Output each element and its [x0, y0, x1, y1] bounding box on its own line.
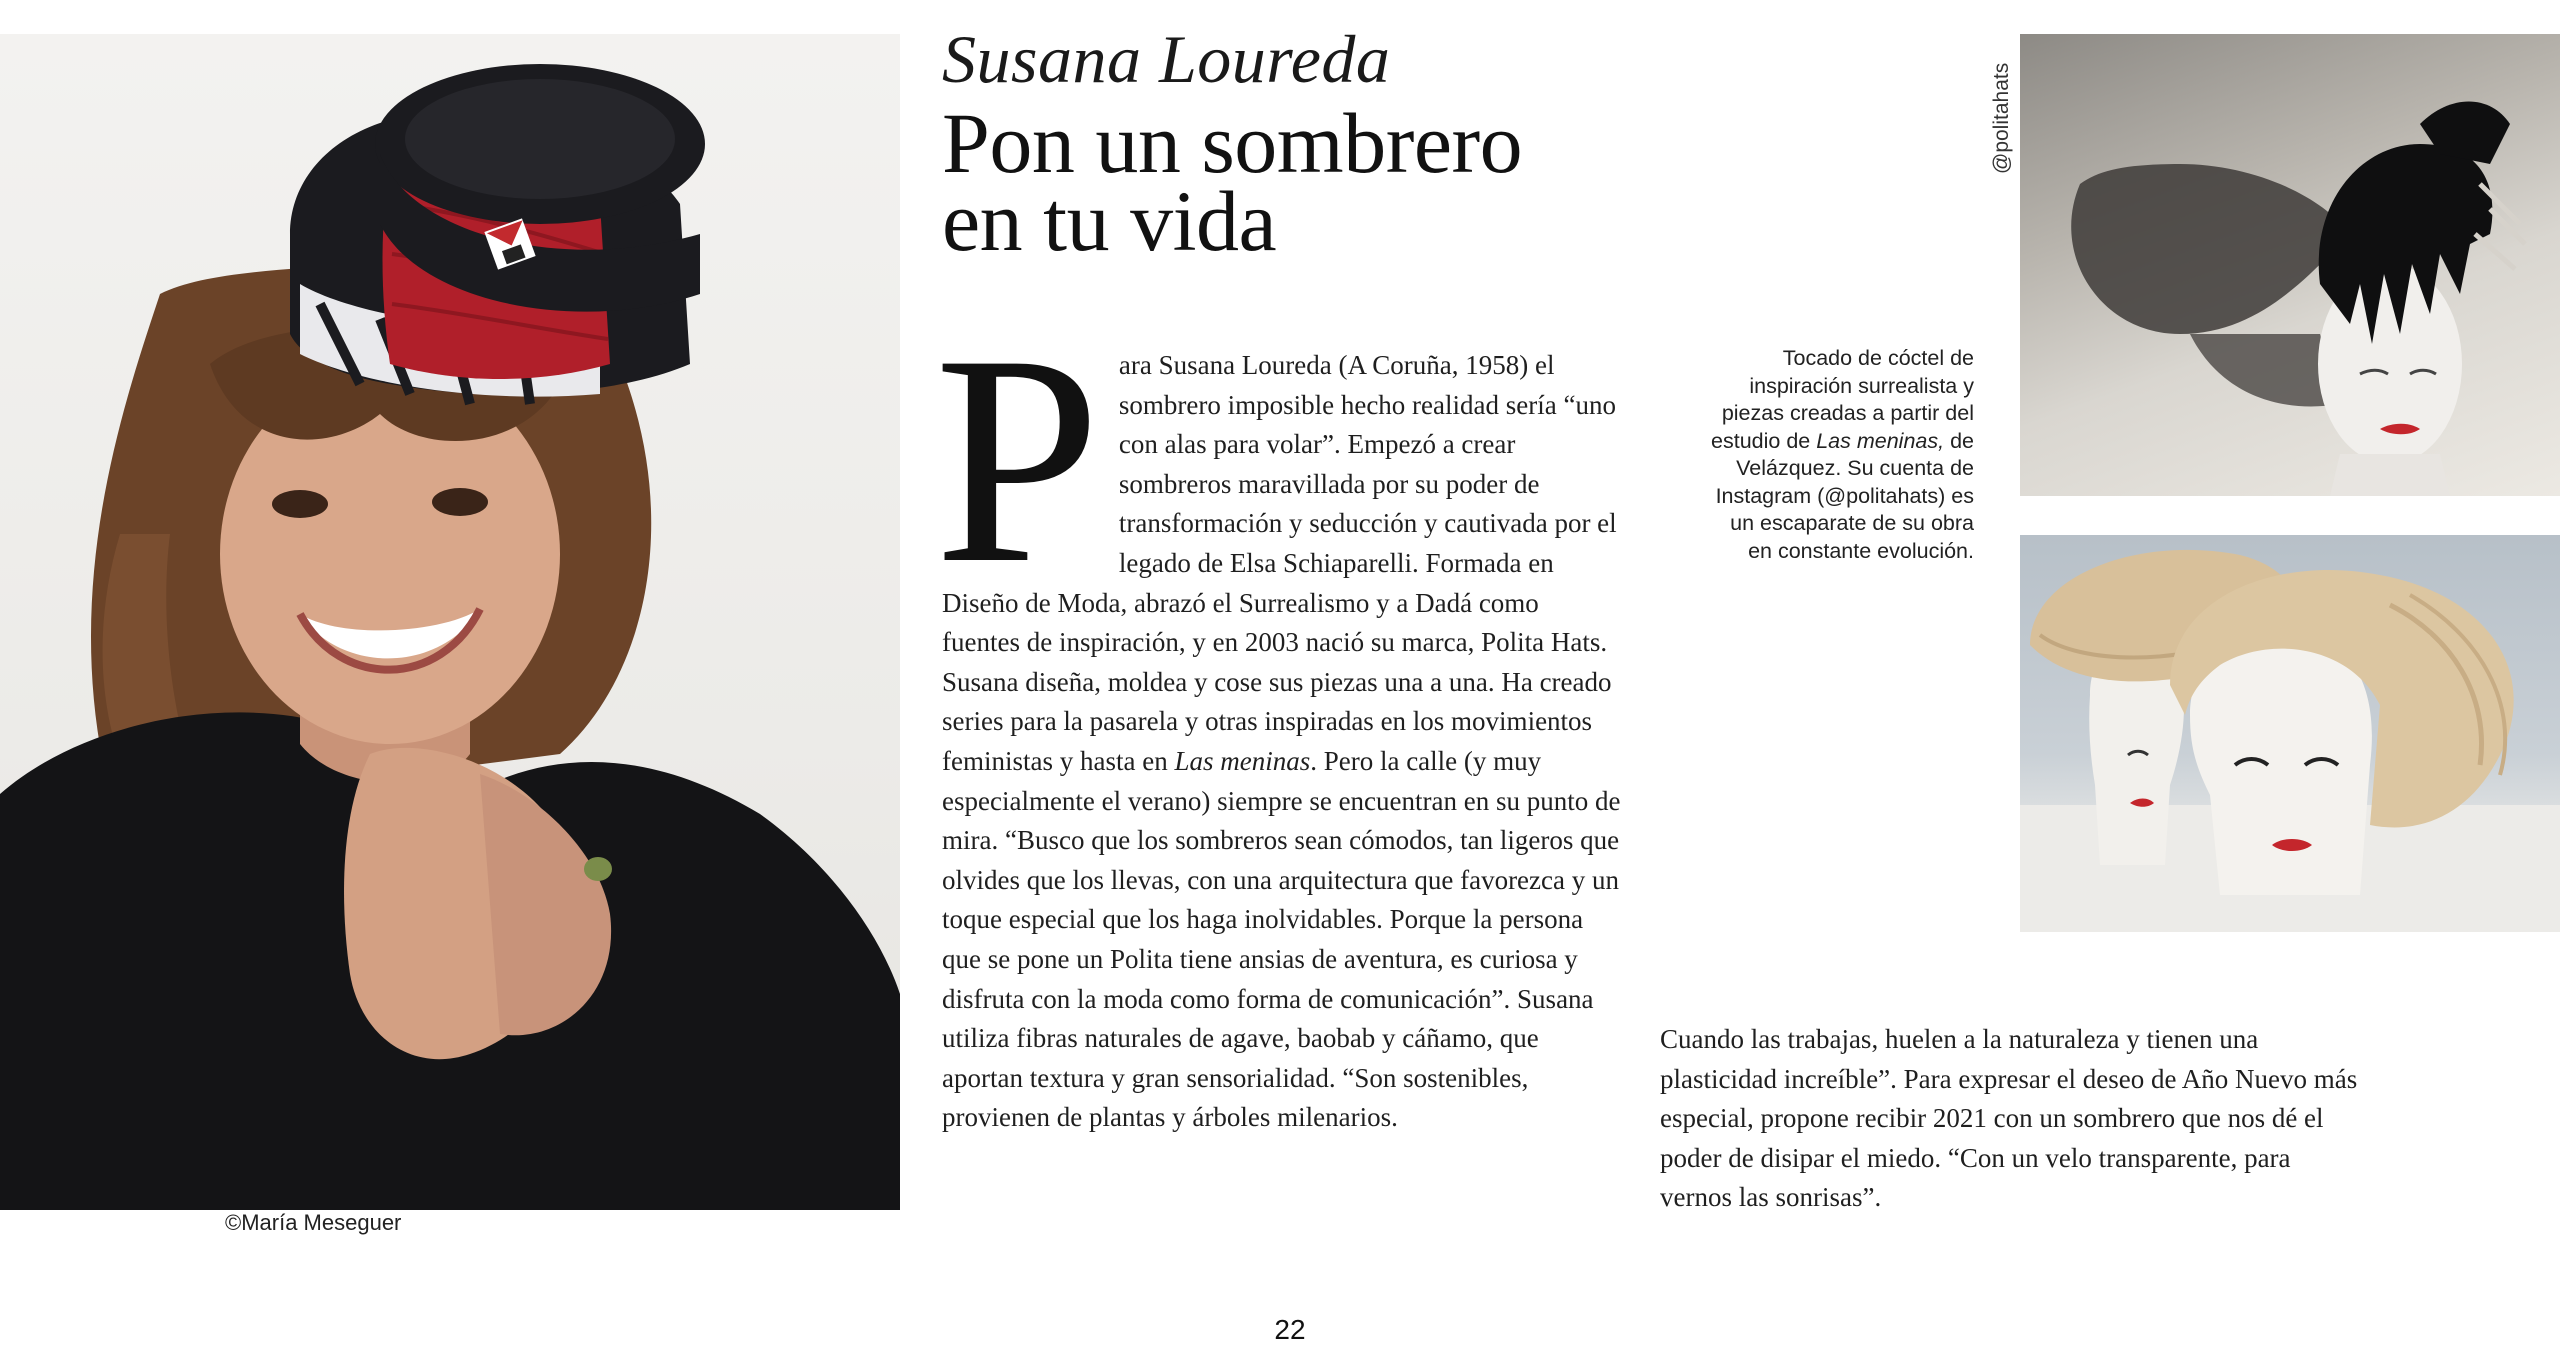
caption-part-2: de Velázquez. Su cuenta de Instagram (@politahats) es un escaparate de su obra en constante evolución.	[1715, 428, 1974, 563]
body-rest: . Pero la calle (y muy especialmente el verano) siempre se encuentran en su punto de mira. “Busco que los sombreros sean cómodos, tan ligeros que olvides que los llevas, con una arquitectura que favorezca y un toque especial que los haga inolvidables. Porque la persona que se pone un Polita tiene ansias de aventura, es curiosa y disfruta con la moda como forma de comunicación”. Susana utiliza fibras naturales de agave, baobab y cáñamo, que aportan textura y gran sensorialidad. “Son sostenibles, provienen de plantas y árboles milenarios.	[942, 745, 1621, 1133]
photo-credit: ©María Meseguer	[225, 1210, 402, 1235]
article-paragraph-2: Cuando las trabajas, huelen a la naturaleza y tienen una plasticidad increíble”. Para expresar el deseo de Año Nuevo más especial, propone recibir 2021 con un sombrero que nos dé el poder de disipar el miedo. “Con un velo transparente, para vernos las sonrisas”.	[1660, 1024, 2358, 1213]
headline	[942, 95, 1642, 269]
caption-italic: Las meninas,	[1816, 428, 1945, 453]
glove-headpiece-photo	[2020, 34, 2560, 496]
body-italic-title: Las meninas	[1174, 745, 1311, 776]
headline-line-1: Pon un sombrero	[942, 95, 1523, 191]
page-number: 22	[1274, 1314, 1306, 1345]
straw-hats-photo	[2020, 535, 2560, 932]
headline-line-2: en tu vida	[942, 173, 1277, 269]
instagram-credit: @politahats	[1990, 62, 2013, 174]
article-body	[934, 293, 1622, 1138]
author-name: Susana Loureda	[942, 21, 1391, 97]
drop-cap: P	[934, 293, 1101, 625]
caption-part-1: Tocado de cóctel de inspiración surrealista y piezas creadas a partir del estudio de	[1711, 346, 1974, 453]
body-lead: ara Susana Loureda (A Coruña, 1958) el sombrero imposible hecho realidad sería “uno con alas para volar”. Empezó a crear sombreros maravillada por su poder de transformación y seducción y cautivada por el legado de Elsa Schiaparelli. Formada en Diseño de Moda, abrazó el Surrealismo y a Dadá como fuentes de inspiración, y en 2003 nació su marca, Polita Hats. Susana diseña, moldea y cose sus piezas una a una. Ha creado series para la pasarela y otras inspiradas en los movimientos feministas y hasta en	[942, 350, 1617, 776]
article-body-continued	[1660, 1020, 2360, 1218]
portrait-photo	[0, 34, 900, 1210]
photo-caption	[1710, 345, 1974, 565]
